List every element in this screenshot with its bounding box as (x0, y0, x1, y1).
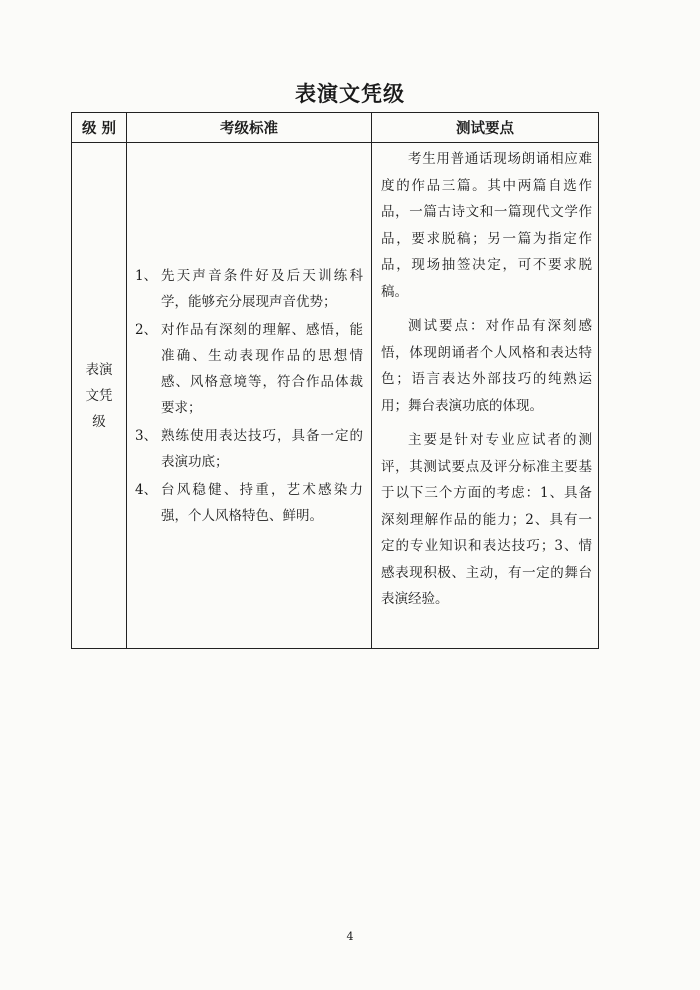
standard-item (135, 477, 363, 529)
grading-table (71, 112, 599, 649)
standard-number: 4、 (135, 481, 158, 498)
level-line: 级 (92, 413, 106, 430)
header-level: 级 别 (72, 113, 127, 143)
standard-text: 台风稳健、持重，艺术感染力强，个人风格特色、鲜明。 (161, 481, 363, 524)
standards-cell (127, 143, 372, 649)
standard-item (135, 423, 363, 475)
table-header-row (72, 113, 599, 143)
test-points-cell (372, 143, 599, 649)
standard-number: 2、 (135, 321, 158, 338)
document-title: 表演文凭级 (295, 82, 405, 106)
test-point-paragraph: 测试要点：对作品有深刻感悟，体现朗诵者个人风格和表达特色；语言表达外部技巧的纯熟运用；舞台表演功底的体现。 (381, 318, 592, 414)
standard-number: 3、 (135, 427, 158, 444)
standard-text: 先天声音条件好及后天训练科学，能够充分展现声音优势； (161, 267, 363, 310)
standard-item (135, 317, 363, 421)
page-number: 4 (346, 930, 354, 943)
header-standard: 考级标准 (127, 113, 372, 143)
level-line: 文凭 (85, 387, 113, 404)
header-test-points: 测试要点 (372, 113, 599, 143)
level-line: 表演 (85, 361, 113, 378)
test-point-paragraph: 考生用普通话现场朗诵相应难度的作品三篇。其中两篇自选作品，一篇古诗文和一篇现代文学作品，要求脱稿；另一篇为指定作品，现场抽签决定，可不要求脱稿。 (381, 151, 592, 300)
test-point-paragraph: 主要是针对专业应试者的测评，其测试要点及评分标准主要基于以下三个方面的考虑：1、具备深刻理解作品的能力；2、具有一定的专业知识和表达技巧；3、情感表现积极、主动，有一定的舞台表演经验。 (381, 432, 592, 607)
standard-text: 对作品有深刻的理解、感悟，能准确、生动表现作品的思想情感、风格意境等，符合作品体裁要求； (161, 321, 363, 416)
standard-text: 熟练使用表达技巧，具备一定的表演功底； (161, 427, 363, 470)
standard-number: 1、 (135, 267, 158, 284)
table-row (72, 143, 599, 649)
level-cell (72, 143, 127, 649)
standard-item (135, 263, 363, 315)
